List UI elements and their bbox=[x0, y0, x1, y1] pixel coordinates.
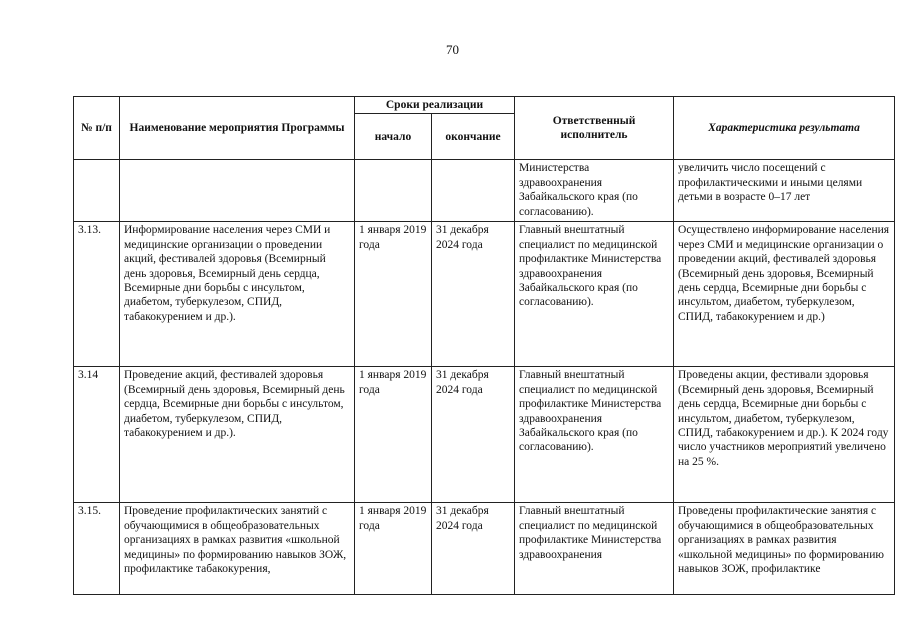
cell-end: 31 декабря 2024 года bbox=[432, 367, 515, 503]
cell-start: 1 января 2019 года bbox=[355, 222, 432, 367]
header-name: Наименование мероприятия Программы bbox=[120, 97, 355, 160]
cell-name: Проведение акций, фестивалей здоровья (Всемирный день здоровья, Всемирный день сердца, Всемирные дни борьбы с инсультом, диабетом, туберкулезом, СПИД, табакокурением и др.). bbox=[120, 367, 355, 503]
page-number: 70 bbox=[446, 42, 459, 57]
header-terms: Сроки реализации bbox=[355, 97, 515, 114]
cell-num: 3.14 bbox=[74, 367, 120, 503]
cell-responsible: Главный внештатный специалист по медицинской профилактике Министерства здравоохранения Забайкальского края (по согласованию). bbox=[515, 222, 674, 367]
cell-result: Осуществлено информирование населения через СМИ и медицинские организации о проведении акций, фестивалей здоровья (Всемирный день здоровья, Всемирный день сердца, Всемирные дни борьбы с инсультом, диабетом, туберкулезом, СПИД, табакокурением и др.) bbox=[674, 222, 895, 367]
cell-name: Проведение профилактических занятий с обучающимися в общеобразовательных организациях в рамках развития «школьной медицины» по формированию навыков ЗОЖ, профилактике табакокурения, bbox=[120, 503, 355, 595]
header-start: начало bbox=[355, 114, 432, 160]
cell-start bbox=[355, 160, 432, 222]
cell-end: 31 декабря 2024 года bbox=[432, 503, 515, 595]
table-header bbox=[74, 97, 895, 160]
cell-start: 1 января 2019 года bbox=[355, 503, 432, 595]
cell-responsible: Министерства здравоохранения Забайкальского края (по согласованию). bbox=[515, 160, 674, 222]
cell-start: 1 января 2019 года bbox=[355, 367, 432, 503]
cell-responsible: Главный внештатный специалист по медицинской профилактике Министерства здравоохранения Забайкальского края (по согласованию). bbox=[515, 367, 674, 503]
cell-num bbox=[74, 160, 120, 222]
cell-result: Проведены акции, фестивали здоровья (Всемирный день здоровья, Всемирный день сердца, Всемирные дни борьбы с инсультом, диабетом, туберкулезом, СПИД, табакокурением и др.). К 2024 году число участников мероприятий увеличено на 25 %. bbox=[674, 367, 895, 503]
cell-num: 3.15. bbox=[74, 503, 120, 595]
header-num: № п/п bbox=[74, 97, 120, 160]
header-responsible: Ответственный исполнитель bbox=[515, 97, 674, 160]
cell-end: 31 декабря 2024 года bbox=[432, 222, 515, 367]
cell-result: Проведены профилактические занятия с обучающимися в общеобразовательных организациях в рамках развития «школьной медицины» по формированию навыков ЗОЖ, профилактике bbox=[674, 503, 895, 595]
cell-end bbox=[432, 160, 515, 222]
table-row bbox=[74, 367, 895, 503]
cell-name: Информирование населения через СМИ и медицинские организации о проведении акций, фестивалей здоровья (Всемирный день здоровья, Всемирный день сердца, Всемирные дни борьбы с инсультом, диабетом, туберкулезом, СПИД, табакокурением и др.). bbox=[120, 222, 355, 367]
cell-num: 3.13. bbox=[74, 222, 120, 367]
table-row bbox=[74, 503, 895, 595]
header-end: окончание bbox=[432, 114, 515, 160]
cell-name bbox=[120, 160, 355, 222]
cell-responsible: Главный внештатный специалист по медицинской профилактике Министерства здравоохранения bbox=[515, 503, 674, 595]
program-table bbox=[73, 96, 895, 595]
table-row bbox=[74, 222, 895, 367]
table-row bbox=[74, 160, 895, 222]
cell-result: увеличить число посещений с профилактическими и иными целями детьми в возрасте 0–17 лет bbox=[674, 160, 895, 222]
header-result: Характеристика результата bbox=[674, 97, 895, 160]
